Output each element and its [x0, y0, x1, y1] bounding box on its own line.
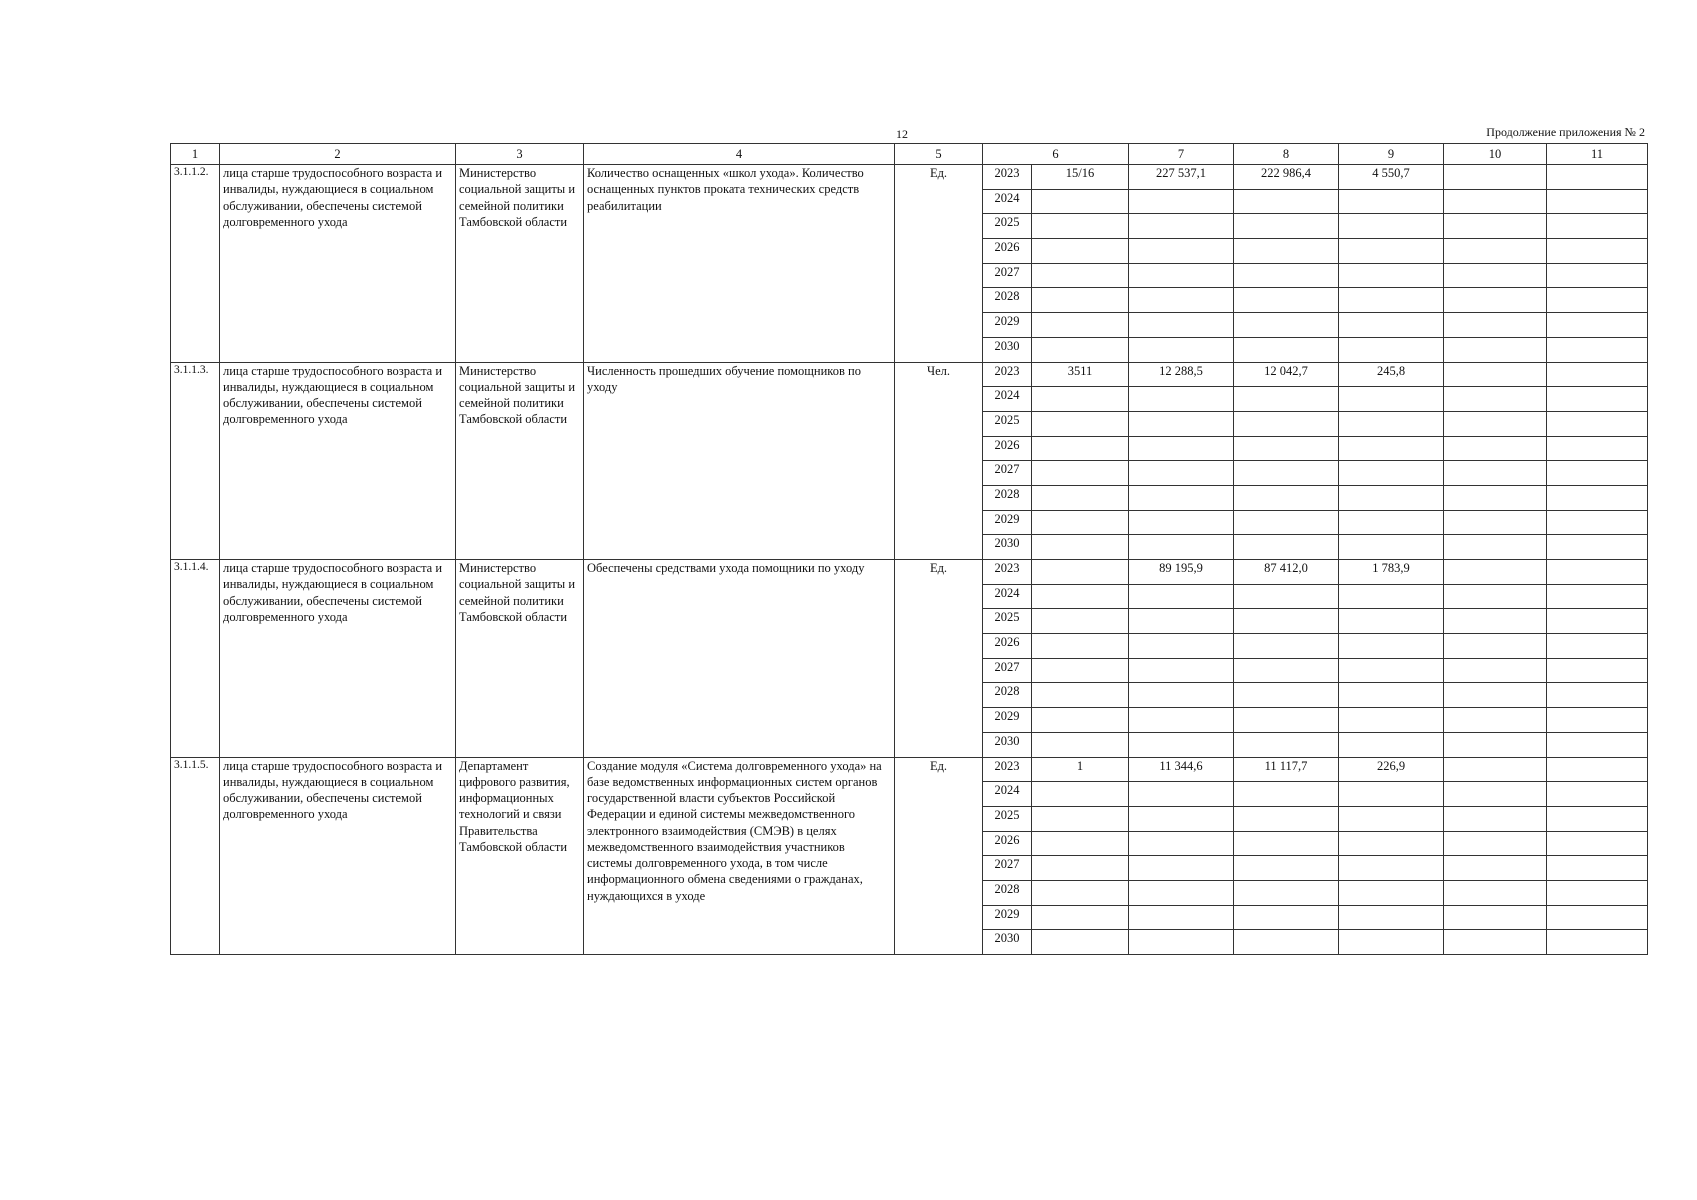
- empty-cell: [1444, 584, 1547, 609]
- empty-cell: [1547, 831, 1648, 856]
- empty-cell: [1444, 214, 1547, 239]
- col-header-7: 7: [1129, 144, 1234, 165]
- empty-cell: [1129, 189, 1234, 214]
- empty-cell: [1444, 782, 1547, 807]
- year-cell: 2030: [983, 732, 1032, 757]
- empty-cell: [1547, 288, 1648, 313]
- empty-cell: [1129, 634, 1234, 659]
- empty-cell: [1547, 609, 1648, 634]
- col-header-1: 1: [171, 144, 220, 165]
- empty-cell: [1234, 436, 1339, 461]
- measure-result: лица старше трудоспособного возраста и инвалиды, нуждающиеся в социальном обслуживании, обеспечены системой долговременного ухода: [220, 362, 456, 560]
- empty-cell: [1129, 880, 1234, 905]
- empty-cell: [1547, 387, 1648, 412]
- empty-cell: [1129, 930, 1234, 955]
- empty-cell: [1444, 411, 1547, 436]
- empty-cell: [1234, 411, 1339, 436]
- empty-cell: [1339, 634, 1444, 659]
- empty-cell: [1339, 411, 1444, 436]
- empty-cell: [1444, 732, 1547, 757]
- empty-cell: [1129, 535, 1234, 560]
- measure-group: [171, 165, 1648, 363]
- empty-cell: [1444, 239, 1547, 264]
- empty-cell: [1129, 313, 1234, 338]
- measure-unit: Ед.: [895, 165, 983, 363]
- col-header-10: 10: [1444, 144, 1547, 165]
- empty-cell: [1234, 708, 1339, 733]
- empty-cell: [1032, 683, 1129, 708]
- empty-cell: [1032, 782, 1129, 807]
- empty-cell: [1032, 535, 1129, 560]
- empty-cell: [1547, 263, 1648, 288]
- measure-executor: Департамент цифрового развития, информационных технологий и связи Правительства Тамбовской области: [456, 757, 584, 955]
- empty-cell: [1444, 634, 1547, 659]
- measure-indicator: Численность прошедших обучение помощников по уходу: [584, 362, 895, 560]
- col-header-3: 3: [456, 144, 584, 165]
- empty-cell: [1032, 411, 1129, 436]
- year-cell: 2029: [983, 905, 1032, 930]
- empty-cell: [1339, 609, 1444, 634]
- empty-cell: [1547, 584, 1648, 609]
- column-number-row: [171, 144, 1648, 165]
- measure-code: 3.1.1.5.: [171, 757, 220, 955]
- empty-cell: [1234, 461, 1339, 486]
- empty-cell: [1547, 856, 1648, 881]
- year-cell: 2029: [983, 510, 1032, 535]
- year-cell: 2025: [983, 806, 1032, 831]
- empty-cell: [1032, 880, 1129, 905]
- year-cell: 2030: [983, 535, 1032, 560]
- empty-cell: [1444, 535, 1547, 560]
- value-col-6: 1: [1032, 757, 1129, 782]
- value-col-10: [1444, 165, 1547, 190]
- empty-cell: [1032, 609, 1129, 634]
- empty-cell: [1444, 658, 1547, 683]
- empty-cell: [1444, 831, 1547, 856]
- value-col-11: [1547, 362, 1648, 387]
- empty-cell: [1339, 214, 1444, 239]
- value-col-11: [1547, 560, 1648, 585]
- measure-unit: Ед.: [895, 757, 983, 955]
- empty-cell: [1444, 436, 1547, 461]
- empty-cell: [1339, 461, 1444, 486]
- year-cell: 2028: [983, 683, 1032, 708]
- empty-cell: [1547, 535, 1648, 560]
- value-col-9: 226,9: [1339, 757, 1444, 782]
- empty-cell: [1032, 189, 1129, 214]
- year-cell: 2026: [983, 831, 1032, 856]
- empty-cell: [1234, 609, 1339, 634]
- empty-cell: [1032, 584, 1129, 609]
- empty-cell: [1129, 732, 1234, 757]
- empty-cell: [1339, 732, 1444, 757]
- empty-cell: [1547, 313, 1648, 338]
- empty-cell: [1339, 856, 1444, 881]
- empty-cell: [1339, 337, 1444, 362]
- empty-cell: [1032, 634, 1129, 659]
- empty-cell: [1234, 831, 1339, 856]
- empty-cell: [1547, 782, 1648, 807]
- empty-cell: [1444, 461, 1547, 486]
- empty-cell: [1547, 510, 1648, 535]
- empty-cell: [1129, 609, 1234, 634]
- value-col-10: [1444, 362, 1547, 387]
- measure-executor: Министерство социальной защиты и семейной политики Тамбовской области: [456, 362, 584, 560]
- empty-cell: [1234, 732, 1339, 757]
- empty-cell: [1032, 658, 1129, 683]
- measure-result: лица старше трудоспособного возраста и инвалиды, нуждающиеся в социальном обслуживании, обеспечены системой долговременного ухода: [220, 165, 456, 363]
- empty-cell: [1444, 263, 1547, 288]
- measure-group: [171, 757, 1648, 955]
- measure-indicator: Обеспечены средствами ухода помощники по уходу: [584, 560, 895, 758]
- empty-cell: [1129, 856, 1234, 881]
- empty-cell: [1129, 831, 1234, 856]
- empty-cell: [1032, 905, 1129, 930]
- value-col-11: [1547, 757, 1648, 782]
- empty-cell: [1547, 880, 1648, 905]
- empty-cell: [1444, 510, 1547, 535]
- empty-cell: [1234, 634, 1339, 659]
- empty-cell: [1032, 806, 1129, 831]
- col-header-6: 6: [983, 144, 1129, 165]
- year-cell: 2030: [983, 930, 1032, 955]
- empty-cell: [1339, 683, 1444, 708]
- empty-cell: [1234, 930, 1339, 955]
- year-cell: 2026: [983, 436, 1032, 461]
- measure-unit: Чел.: [895, 362, 983, 560]
- empty-cell: [1129, 337, 1234, 362]
- year-cell: 2028: [983, 485, 1032, 510]
- value-col-7: 12 288,5: [1129, 362, 1234, 387]
- year-cell: 2024: [983, 189, 1032, 214]
- empty-cell: [1129, 485, 1234, 510]
- empty-cell: [1234, 584, 1339, 609]
- year-cell: 2029: [983, 708, 1032, 733]
- empty-cell: [1234, 658, 1339, 683]
- year-cell: 2024: [983, 387, 1032, 412]
- empty-cell: [1234, 214, 1339, 239]
- empty-cell: [1444, 609, 1547, 634]
- value-col-11: [1547, 165, 1648, 190]
- year-cell: 2023: [983, 165, 1032, 190]
- year-cell: 2029: [983, 313, 1032, 338]
- empty-cell: [1129, 510, 1234, 535]
- empty-cell: [1547, 239, 1648, 264]
- value-col-9: 4 550,7: [1339, 165, 1444, 190]
- empty-cell: [1032, 930, 1129, 955]
- empty-cell: [1129, 263, 1234, 288]
- empty-cell: [1234, 387, 1339, 412]
- value-col-9: 245,8: [1339, 362, 1444, 387]
- value-col-6: [1032, 560, 1129, 585]
- empty-cell: [1032, 485, 1129, 510]
- measure-result: лица старше трудоспособного возраста и инвалиды, нуждающиеся в социальном обслуживании, обеспечены системой долговременного ухода: [220, 560, 456, 758]
- empty-cell: [1444, 337, 1547, 362]
- measure-group: [171, 362, 1648, 560]
- empty-cell: [1444, 708, 1547, 733]
- col-header-5: 5: [895, 144, 983, 165]
- empty-cell: [1234, 880, 1339, 905]
- empty-cell: [1032, 732, 1129, 757]
- table-row: [171, 165, 1648, 190]
- empty-cell: [1339, 387, 1444, 412]
- year-cell: 2030: [983, 337, 1032, 362]
- continuation-label: Продолжение приложения № 2: [1486, 125, 1645, 139]
- empty-cell: [1032, 708, 1129, 733]
- empty-cell: [1234, 485, 1339, 510]
- empty-cell: [1234, 263, 1339, 288]
- empty-cell: [1129, 214, 1234, 239]
- col-header-8: 8: [1234, 144, 1339, 165]
- empty-cell: [1444, 288, 1547, 313]
- empty-cell: [1444, 806, 1547, 831]
- empty-cell: [1339, 880, 1444, 905]
- year-cell: 2024: [983, 584, 1032, 609]
- empty-cell: [1032, 436, 1129, 461]
- empty-cell: [1547, 905, 1648, 930]
- empty-cell: [1444, 485, 1547, 510]
- empty-cell: [1444, 313, 1547, 338]
- empty-cell: [1234, 313, 1339, 338]
- empty-cell: [1032, 263, 1129, 288]
- empty-cell: [1234, 535, 1339, 560]
- measures-table: [170, 143, 1648, 955]
- year-cell: 2027: [983, 461, 1032, 486]
- year-cell: 2027: [983, 263, 1032, 288]
- empty-cell: [1129, 436, 1234, 461]
- empty-cell: [1129, 708, 1234, 733]
- measure-code: 3.1.1.2.: [171, 165, 220, 363]
- empty-cell: [1547, 634, 1648, 659]
- empty-cell: [1339, 189, 1444, 214]
- year-cell: 2028: [983, 880, 1032, 905]
- value-col-7: 11 344,6: [1129, 757, 1234, 782]
- value-col-6: 3511: [1032, 362, 1129, 387]
- empty-cell: [1129, 683, 1234, 708]
- empty-cell: [1547, 806, 1648, 831]
- empty-cell: [1129, 461, 1234, 486]
- empty-cell: [1444, 905, 1547, 930]
- empty-cell: [1129, 239, 1234, 264]
- empty-cell: [1339, 658, 1444, 683]
- year-cell: 2028: [983, 288, 1032, 313]
- empty-cell: [1444, 856, 1547, 881]
- empty-cell: [1129, 782, 1234, 807]
- empty-cell: [1547, 411, 1648, 436]
- empty-cell: [1129, 658, 1234, 683]
- empty-cell: [1234, 683, 1339, 708]
- year-cell: 2026: [983, 634, 1032, 659]
- empty-cell: [1234, 510, 1339, 535]
- empty-cell: [1547, 485, 1648, 510]
- measure-unit: Ед.: [895, 560, 983, 758]
- empty-cell: [1547, 214, 1648, 239]
- empty-cell: [1032, 461, 1129, 486]
- empty-cell: [1129, 387, 1234, 412]
- year-cell: 2027: [983, 658, 1032, 683]
- empty-cell: [1339, 239, 1444, 264]
- empty-cell: [1547, 930, 1648, 955]
- empty-cell: [1032, 239, 1129, 264]
- empty-cell: [1339, 436, 1444, 461]
- empty-cell: [1032, 214, 1129, 239]
- measure-result: лица старше трудоспособного возраста и инвалиды, нуждающиеся в социальном обслуживании, обеспечены системой долговременного ухода: [220, 757, 456, 955]
- col-header-4: 4: [584, 144, 895, 165]
- empty-cell: [1444, 683, 1547, 708]
- empty-cell: [1444, 387, 1547, 412]
- empty-cell: [1129, 584, 1234, 609]
- empty-cell: [1129, 806, 1234, 831]
- empty-cell: [1339, 510, 1444, 535]
- value-col-8: 11 117,7: [1234, 757, 1339, 782]
- empty-cell: [1339, 831, 1444, 856]
- empty-cell: [1547, 708, 1648, 733]
- empty-cell: [1547, 461, 1648, 486]
- empty-cell: [1234, 239, 1339, 264]
- empty-cell: [1129, 411, 1234, 436]
- empty-cell: [1339, 485, 1444, 510]
- empty-cell: [1444, 930, 1547, 955]
- measure-group: [171, 560, 1648, 758]
- empty-cell: [1032, 856, 1129, 881]
- empty-cell: [1032, 510, 1129, 535]
- empty-cell: [1234, 806, 1339, 831]
- empty-cell: [1339, 905, 1444, 930]
- empty-cell: [1339, 930, 1444, 955]
- table-row: [171, 560, 1648, 585]
- empty-cell: [1444, 189, 1547, 214]
- empty-cell: [1547, 658, 1648, 683]
- empty-cell: [1444, 880, 1547, 905]
- empty-cell: [1129, 905, 1234, 930]
- empty-cell: [1234, 189, 1339, 214]
- year-cell: 2024: [983, 782, 1032, 807]
- empty-cell: [1032, 831, 1129, 856]
- empty-cell: [1032, 313, 1129, 338]
- value-col-10: [1444, 560, 1547, 585]
- col-header-2: 2: [220, 144, 456, 165]
- value-col-8: 12 042,7: [1234, 362, 1339, 387]
- measure-code: 3.1.1.3.: [171, 362, 220, 560]
- table-row: [171, 757, 1648, 782]
- year-cell: 2026: [983, 239, 1032, 264]
- measure-executor: Министерство социальной защиты и семейной политики Тамбовской области: [456, 165, 584, 363]
- empty-cell: [1339, 806, 1444, 831]
- empty-cell: [1339, 535, 1444, 560]
- empty-cell: [1032, 288, 1129, 313]
- year-cell: 2025: [983, 609, 1032, 634]
- empty-cell: [1234, 782, 1339, 807]
- measure-indicator: Создание модуля «Система долговременного ухода» на базе ведомственных информационных систем органов государственной власти субъектов Российской Федерации и единой системы межведомственного электронного взаимодействия (СМЭВ) в целях межведомственного взаимодействия участников системы долговременного ухода, в том числе информационного обмена сведениями о гражданах, нуждающихся в уходе: [584, 757, 895, 955]
- col-header-9: 9: [1339, 144, 1444, 165]
- table-row: [171, 362, 1648, 387]
- empty-cell: [1547, 436, 1648, 461]
- col-header-11: 11: [1547, 144, 1648, 165]
- value-col-8: 87 412,0: [1234, 560, 1339, 585]
- empty-cell: [1339, 313, 1444, 338]
- empty-cell: [1547, 337, 1648, 362]
- value-col-9: 1 783,9: [1339, 560, 1444, 585]
- measure-code: 3.1.1.4.: [171, 560, 220, 758]
- empty-cell: [1234, 856, 1339, 881]
- empty-cell: [1234, 337, 1339, 362]
- year-cell: 2023: [983, 362, 1032, 387]
- value-col-8: 222 986,4: [1234, 165, 1339, 190]
- value-col-7: 227 537,1: [1129, 165, 1234, 190]
- year-cell: 2025: [983, 214, 1032, 239]
- empty-cell: [1339, 263, 1444, 288]
- year-cell: 2023: [983, 757, 1032, 782]
- page-number: 12: [896, 127, 908, 141]
- value-col-6: 15/16: [1032, 165, 1129, 190]
- year-cell: 2023: [983, 560, 1032, 585]
- empty-cell: [1234, 288, 1339, 313]
- empty-cell: [1032, 337, 1129, 362]
- empty-cell: [1129, 288, 1234, 313]
- measure-indicator: Количество оснащенных «школ ухода». Количество оснащенных пунктов проката технических средств реабилитации: [584, 165, 895, 363]
- empty-cell: [1032, 387, 1129, 412]
- empty-cell: [1339, 288, 1444, 313]
- empty-cell: [1547, 732, 1648, 757]
- value-col-7: 89 195,9: [1129, 560, 1234, 585]
- empty-cell: [1547, 683, 1648, 708]
- year-cell: 2025: [983, 411, 1032, 436]
- empty-cell: [1547, 189, 1648, 214]
- measure-executor: Министерство социальной защиты и семейной политики Тамбовской области: [456, 560, 584, 758]
- empty-cell: [1339, 782, 1444, 807]
- empty-cell: [1339, 584, 1444, 609]
- year-cell: 2027: [983, 856, 1032, 881]
- empty-cell: [1234, 905, 1339, 930]
- empty-cell: [1339, 708, 1444, 733]
- value-col-10: [1444, 757, 1547, 782]
